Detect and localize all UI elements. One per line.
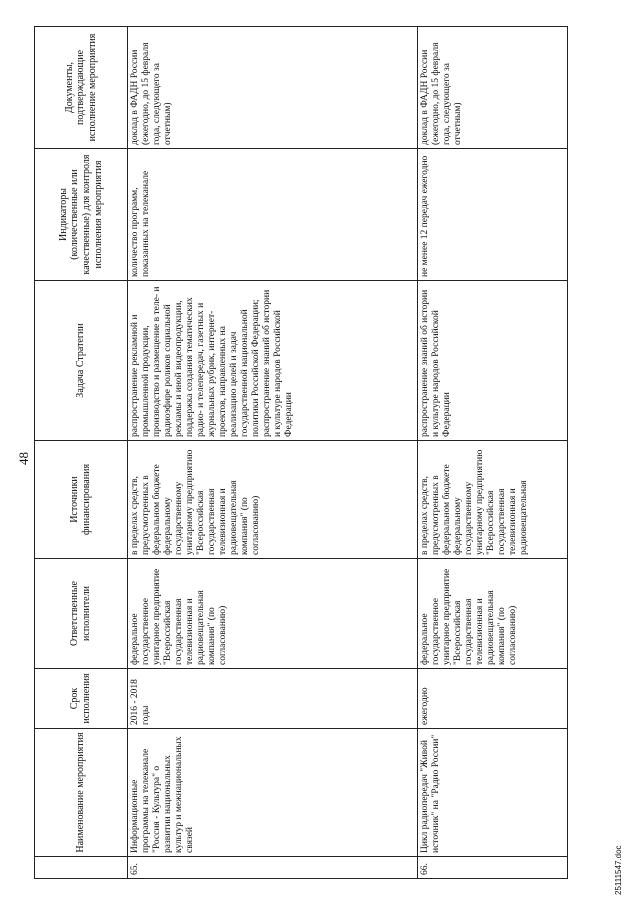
table-row: [418, 27, 568, 879]
row-task: распространение знаний об истории и культуре народов Российской Федерации: [418, 281, 568, 441]
row-number: 66.: [418, 857, 568, 879]
row-term: 2016 - 2018 годы: [128, 669, 418, 729]
row-documents: доклад в ФАДН России (ежегодно, до 15 февраля года, следующего за отчетным): [128, 27, 418, 149]
row-funding: в пределах средств, предусмотренных в федеральном бюджете федеральному государственному унитарному предприятию "Всероссийская государственная телевизионная и радиовещательная: [418, 441, 568, 559]
header-funding: Источники финансирования: [35, 441, 128, 559]
row-funding: в пределах средств, предусмотренных в федеральном бюджете федеральному государственному унитарному предприятию "Всероссийская государственная телевизионная и радиовещательная компания" (по согласованию): [128, 441, 418, 559]
table-row: [128, 27, 418, 879]
header-term: Срок исполнения: [35, 669, 128, 729]
header-name: Наименование мероприятия: [35, 729, 128, 857]
row-indicators: количество программ, показанных на телеканале: [128, 149, 418, 281]
header-executors: Ответственные исполнители: [35, 559, 128, 669]
row-term: ежегодно: [418, 669, 568, 729]
row-executors: федеральное государственное унитарное предприятие "Всероссийская государственная телевизионная и радиовещательная компания" (по согласованию): [418, 559, 568, 669]
row-number: 65.: [128, 857, 418, 879]
row-task: распространение рекламной и промышленной продукции, производство и размещение в теле- и радиоэфире роликов социальной рекламы и иной видеопродукции, поддержка создания тематических радио- и телепередач, газетных и журнальных рубрик, интернет-проектов, направленных на реализацию целей и задач государственной национальной политики Российской Федерации; распространение знаний об истории и культуре народов Российской Федерации: [128, 281, 418, 441]
page-number: 48: [16, 452, 31, 465]
row-name: Информационные программы на телеканале "Россия - Культура" о развитии национальных культур и межнациональных связей: [128, 729, 418, 857]
row-indicators: не менее 12 передач ежегодно: [418, 149, 568, 281]
row-name: Цикл радиопередач "Живой источник" на "Радио России": [418, 729, 568, 857]
measures-table: [34, 26, 568, 879]
header-indicators: Индикаторы (количественные или качественные) для контроля исполнения мероприятия: [35, 149, 128, 281]
row-documents: доклад в ФАДН России (ежегодно, до 15 февраля года, следующего за отчетным): [418, 27, 568, 149]
header-documents: Документы, подтверждающие исполнение мероприятия: [35, 27, 128, 149]
table-header-row: [35, 27, 128, 879]
row-executors: федеральное государственное унитарное предприятие "Всероссийская государственная телевизионная и радиовещательная компания" (по согласованию): [128, 559, 418, 669]
header-num: [35, 857, 128, 879]
footer-doc-code: 25111547.doc: [614, 845, 623, 895]
header-task: Задача Стратегии: [35, 281, 128, 441]
